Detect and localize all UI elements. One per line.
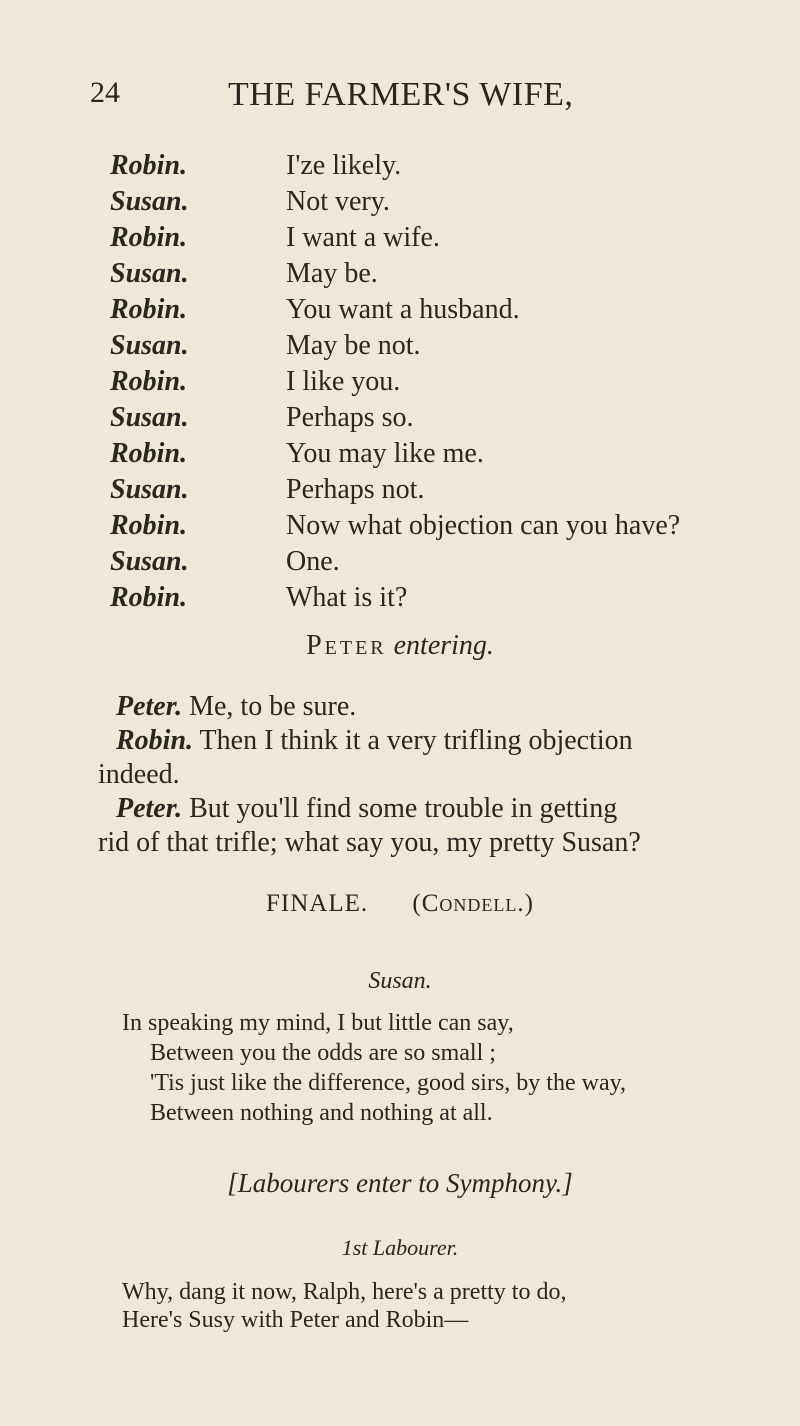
labourers-direction (0, 1168, 800, 1199)
speech-text: I'ze likely. (286, 150, 402, 181)
speaker-name: Robin. (110, 582, 188, 613)
speaker-name: Susan. (110, 186, 189, 217)
speech-text: May be. (286, 258, 378, 289)
running-title: THE FARMER'S WIFE, (228, 76, 574, 113)
speaker-name: Susan. (110, 330, 189, 361)
labourer-ordinal: 1st (341, 1235, 368, 1260)
speaker-name: Peter. (116, 793, 183, 824)
verse-block (122, 1008, 742, 1128)
dialogue-line (110, 294, 710, 330)
dialogue-line (110, 510, 710, 546)
speech-text: You want a husband. (286, 294, 520, 325)
labourer-speaker (0, 1235, 800, 1261)
speaker-name: Robin. (116, 725, 194, 756)
prose-dialogue (98, 690, 738, 860)
stage-direction-name: Peter (306, 630, 387, 661)
verse-line: Between you the odds are so small ; (150, 1040, 496, 1066)
dialogue-line (110, 258, 710, 294)
dialogue-line (110, 474, 710, 510)
dialogue-line (110, 186, 710, 222)
speech-text: But you'll find some trouble in getting (189, 793, 618, 824)
dialogue-line (110, 150, 710, 186)
speaker-name: Robin. (110, 366, 188, 397)
prose-paragraph (98, 690, 738, 724)
dialogue-block (110, 150, 710, 618)
verse-line: Why, dang it now, Ralph, here's a pretty to do, (122, 1279, 567, 1305)
close-bracket: ] (562, 1168, 573, 1198)
speech-text: Now what objection can you have? (286, 510, 681, 541)
speech-text: I like you. (286, 366, 401, 397)
prose-paragraph (98, 724, 738, 792)
speaker-name: Robin. (110, 510, 188, 541)
verse-block-2 (122, 1278, 762, 1334)
finale-composer: (Condell.) (412, 890, 534, 917)
speaker-name: Susan. (110, 258, 189, 289)
speech-text: What is it? (286, 582, 408, 613)
finale-heading (0, 890, 800, 918)
speech-text: Me, to be sure. (189, 691, 357, 722)
stage-direction (0, 630, 800, 662)
speech-text: May be not. (286, 330, 421, 361)
verse-line: In speaking my mind, I but little can say, (122, 1010, 514, 1036)
speech-text: You may like me. (286, 438, 484, 469)
verse-line: Here's Susy with Peter and Robin— (122, 1307, 469, 1333)
speaker-name: Susan. (110, 546, 189, 577)
speech-text: One. (286, 546, 340, 577)
speaker-name: Robin. (110, 222, 188, 253)
page-number: 24 (90, 76, 120, 109)
speech-text: Perhaps so. (286, 402, 414, 433)
page-header (90, 76, 650, 120)
speech-text-continued: rid of that trifle; what say you, my pretty Susan? (98, 827, 641, 858)
dialogue-line (110, 546, 710, 582)
stage-direction-action: entering. (393, 630, 494, 661)
speaker-name: Robin. (110, 438, 188, 469)
open-bracket: [ (227, 1168, 238, 1198)
dialogue-line (110, 402, 710, 438)
dialogue-line (110, 366, 710, 402)
speaker-name: Peter. (116, 691, 183, 722)
verse-line: 'Tis just like the difference, good sirs, by the way, (150, 1070, 627, 1096)
speaker-name: Susan. (110, 402, 189, 433)
direction-text: Labourers enter to Symphony. (237, 1168, 563, 1198)
speech-text: Not very. (286, 186, 390, 217)
dialogue-line (110, 582, 710, 618)
labourer-name: Labourer. (372, 1235, 459, 1260)
speaker-name: Robin. (110, 150, 188, 181)
song-speaker: Susan. (368, 968, 432, 994)
dialogue-line (110, 438, 710, 474)
speaker-name: Susan. (110, 474, 189, 505)
prose-paragraph (98, 792, 738, 860)
speaker-name: Robin. (110, 294, 188, 325)
finale-title: FINALE. (266, 890, 369, 917)
speech-text: Then I think it a very trifling objection (199, 725, 633, 756)
speech-text: Perhaps not. (286, 474, 425, 505)
verse-line: Between nothing and nothing at all. (150, 1100, 493, 1126)
speech-text-continued: indeed. (98, 759, 180, 790)
dialogue-line (110, 330, 710, 366)
dialogue-line (110, 222, 710, 258)
speech-text: I want a wife. (286, 222, 440, 253)
